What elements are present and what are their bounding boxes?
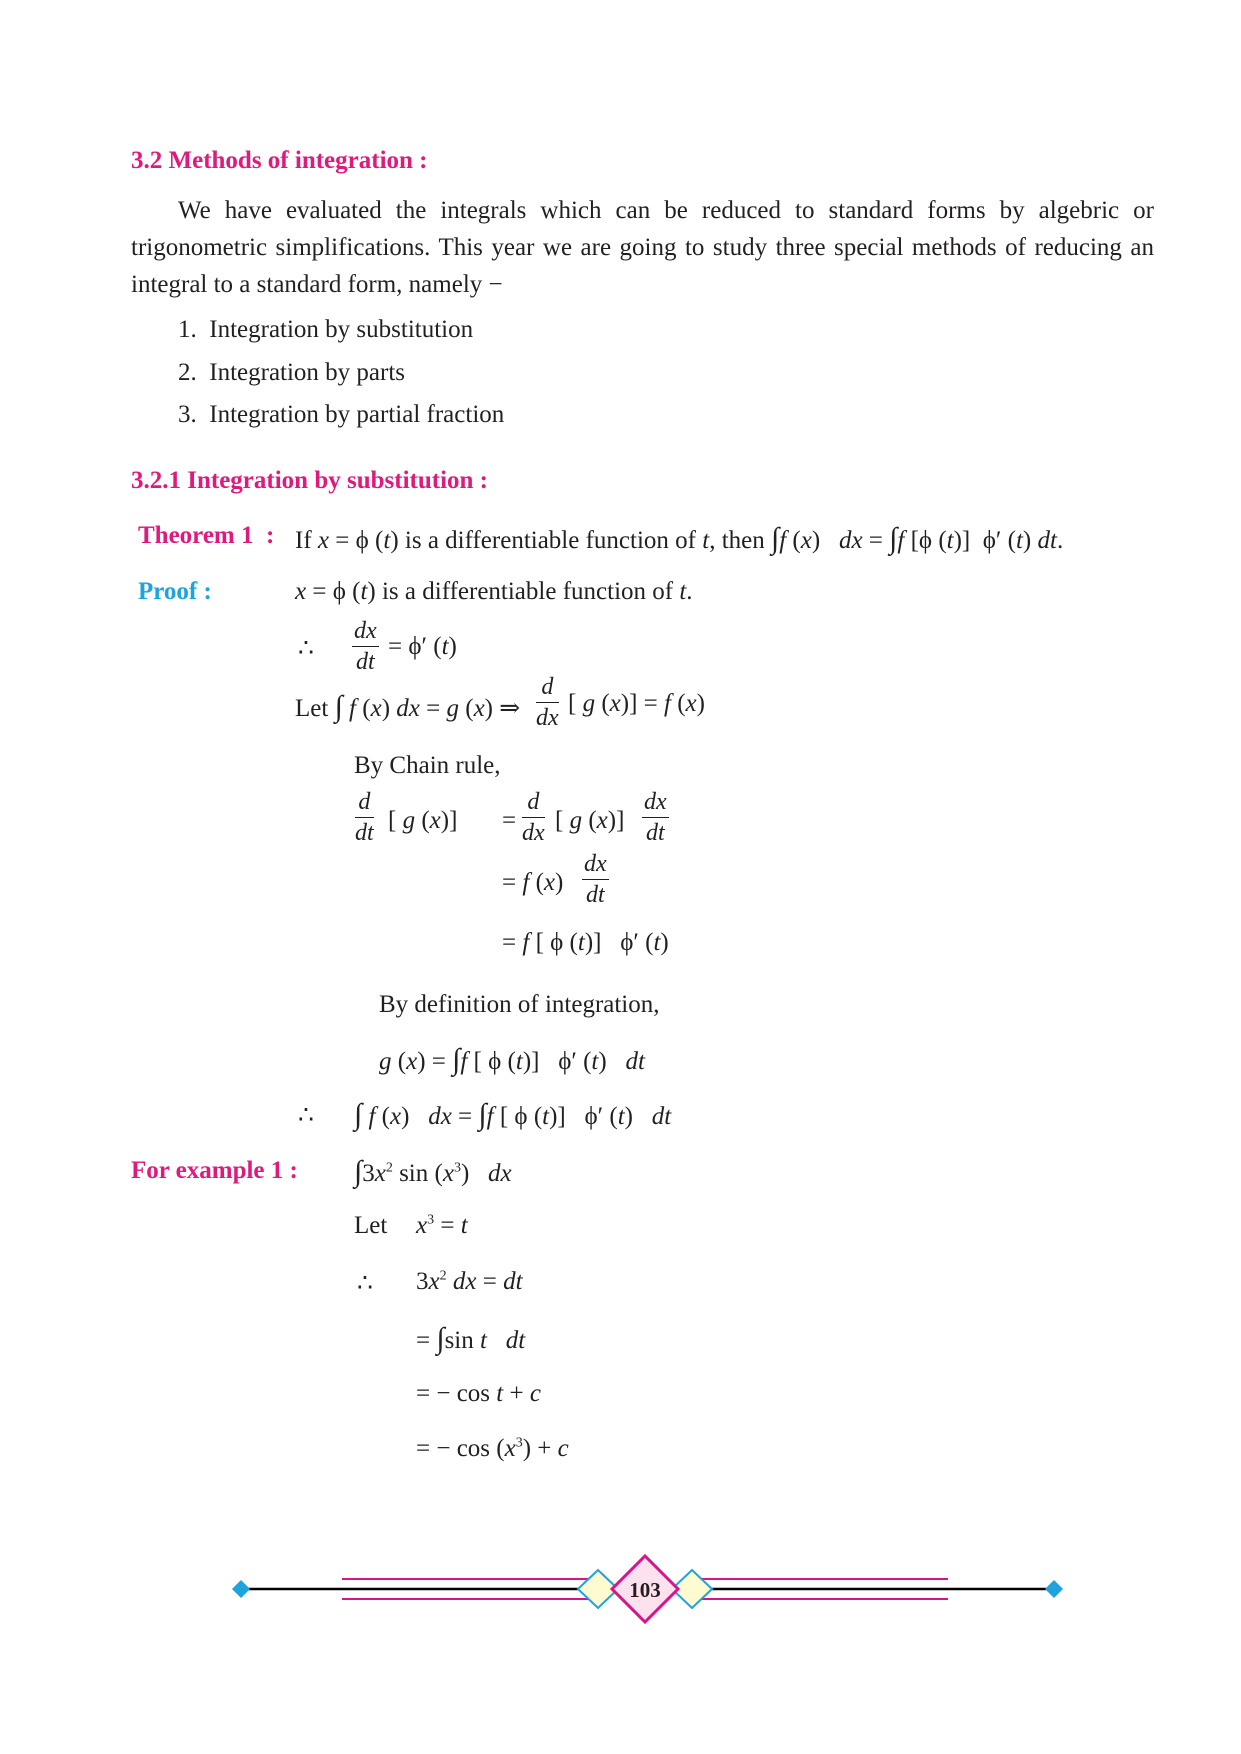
example-substitution: $x^3 = t$ [416, 1212, 468, 1239]
fraction-d-dx-2: $\frac{d}{dx}$ [522, 789, 545, 846]
example-step-1: = ∫sin t dt [416, 1322, 526, 1355]
list-item: 1. Integration by substitution [178, 316, 474, 343]
fraction-dx-dt-3: $\frac{dx}{dt}$ [584, 851, 607, 908]
theorem-statement: If x = ϕ (t) is a differentiable function of t, then ∫f (x) dx = ∫f [ϕ (t)] ϕ′ (t) dt. [295, 522, 1064, 555]
example-let: Let [354, 1212, 388, 1239]
example-differential: $3x^2$ dx = dt [416, 1268, 523, 1295]
list-item: 3. Integration by partial fraction [178, 401, 505, 428]
therefore-symbol: ∴ [298, 635, 314, 662]
fraction-dx-dt-2: $\frac{dx}{dt}$ [644, 789, 667, 846]
proof-label: Proof : [138, 578, 212, 605]
therefore-symbol: ∴ [298, 1102, 314, 1129]
therefore-symbol: ∴ [357, 1270, 373, 1297]
chain-eq: = [502, 807, 517, 834]
chain-lhs: [ g (x)] [388, 807, 458, 834]
chain-rule-label: By Chain rule, [354, 752, 501, 779]
example-integral: $\int 3x^2$ $\sin (x^3)$ dx [354, 1155, 512, 1188]
example-step-3: = − $\cos (x^3) + c$ [416, 1435, 569, 1462]
subsection-heading: 3.2.1 Integration by substitution : [131, 467, 488, 494]
intro-paragraph: We have evaluated the integrals which can be reduced to standard forms by algebric or trigonometric simplifications. This year we are going to study three special methods of reducing an integral to a standard form, namely − [131, 197, 1154, 298]
g-definition: g (x) = ∫f [ ϕ (t)] ϕ′ (t) dt [379, 1043, 645, 1076]
chain-step-3: = f [ ϕ (t)] ϕ′ (t) [502, 929, 669, 956]
fraction-dx-dt: $\frac{dx}{dt}$ [354, 618, 377, 675]
page-number: 103 [629, 1578, 661, 1602]
diamond-icon [1045, 1580, 1063, 1598]
proof-line-1: x = ϕ (t) is a differentiable function of t. [295, 578, 693, 605]
fraction-d-dx: $\frac{d}{dx}$ [536, 674, 559, 731]
definition-label: By definition of integration, [379, 991, 660, 1018]
proof-line-3: Let ∫ f (x) dx = g (x) ⇒ [295, 690, 521, 723]
proof-line-2: = ϕ′ (t) [388, 633, 457, 660]
diamond-icon [232, 1580, 250, 1598]
theorem-label: Theorem 1 : [138, 522, 275, 549]
proof-conclusion: ∫ f (x) dx = ∫f [ ϕ (t)] ϕ′ (t) dt [354, 1098, 672, 1131]
proof-line-3b: [ g (x)] = f (x) [568, 690, 705, 717]
chain-step-2: = f (x) [502, 869, 564, 896]
fraction-d-dt: $\frac{d}{dt}$ [355, 789, 374, 846]
section-heading: 3.2 Methods of integration : [131, 147, 428, 174]
chain-rhs: [ g (x)] [555, 807, 625, 834]
example-label: For example 1 : [131, 1157, 298, 1184]
list-item: 2. Integration by parts [178, 359, 406, 386]
example-step-2: = − cos t + c [416, 1380, 541, 1407]
